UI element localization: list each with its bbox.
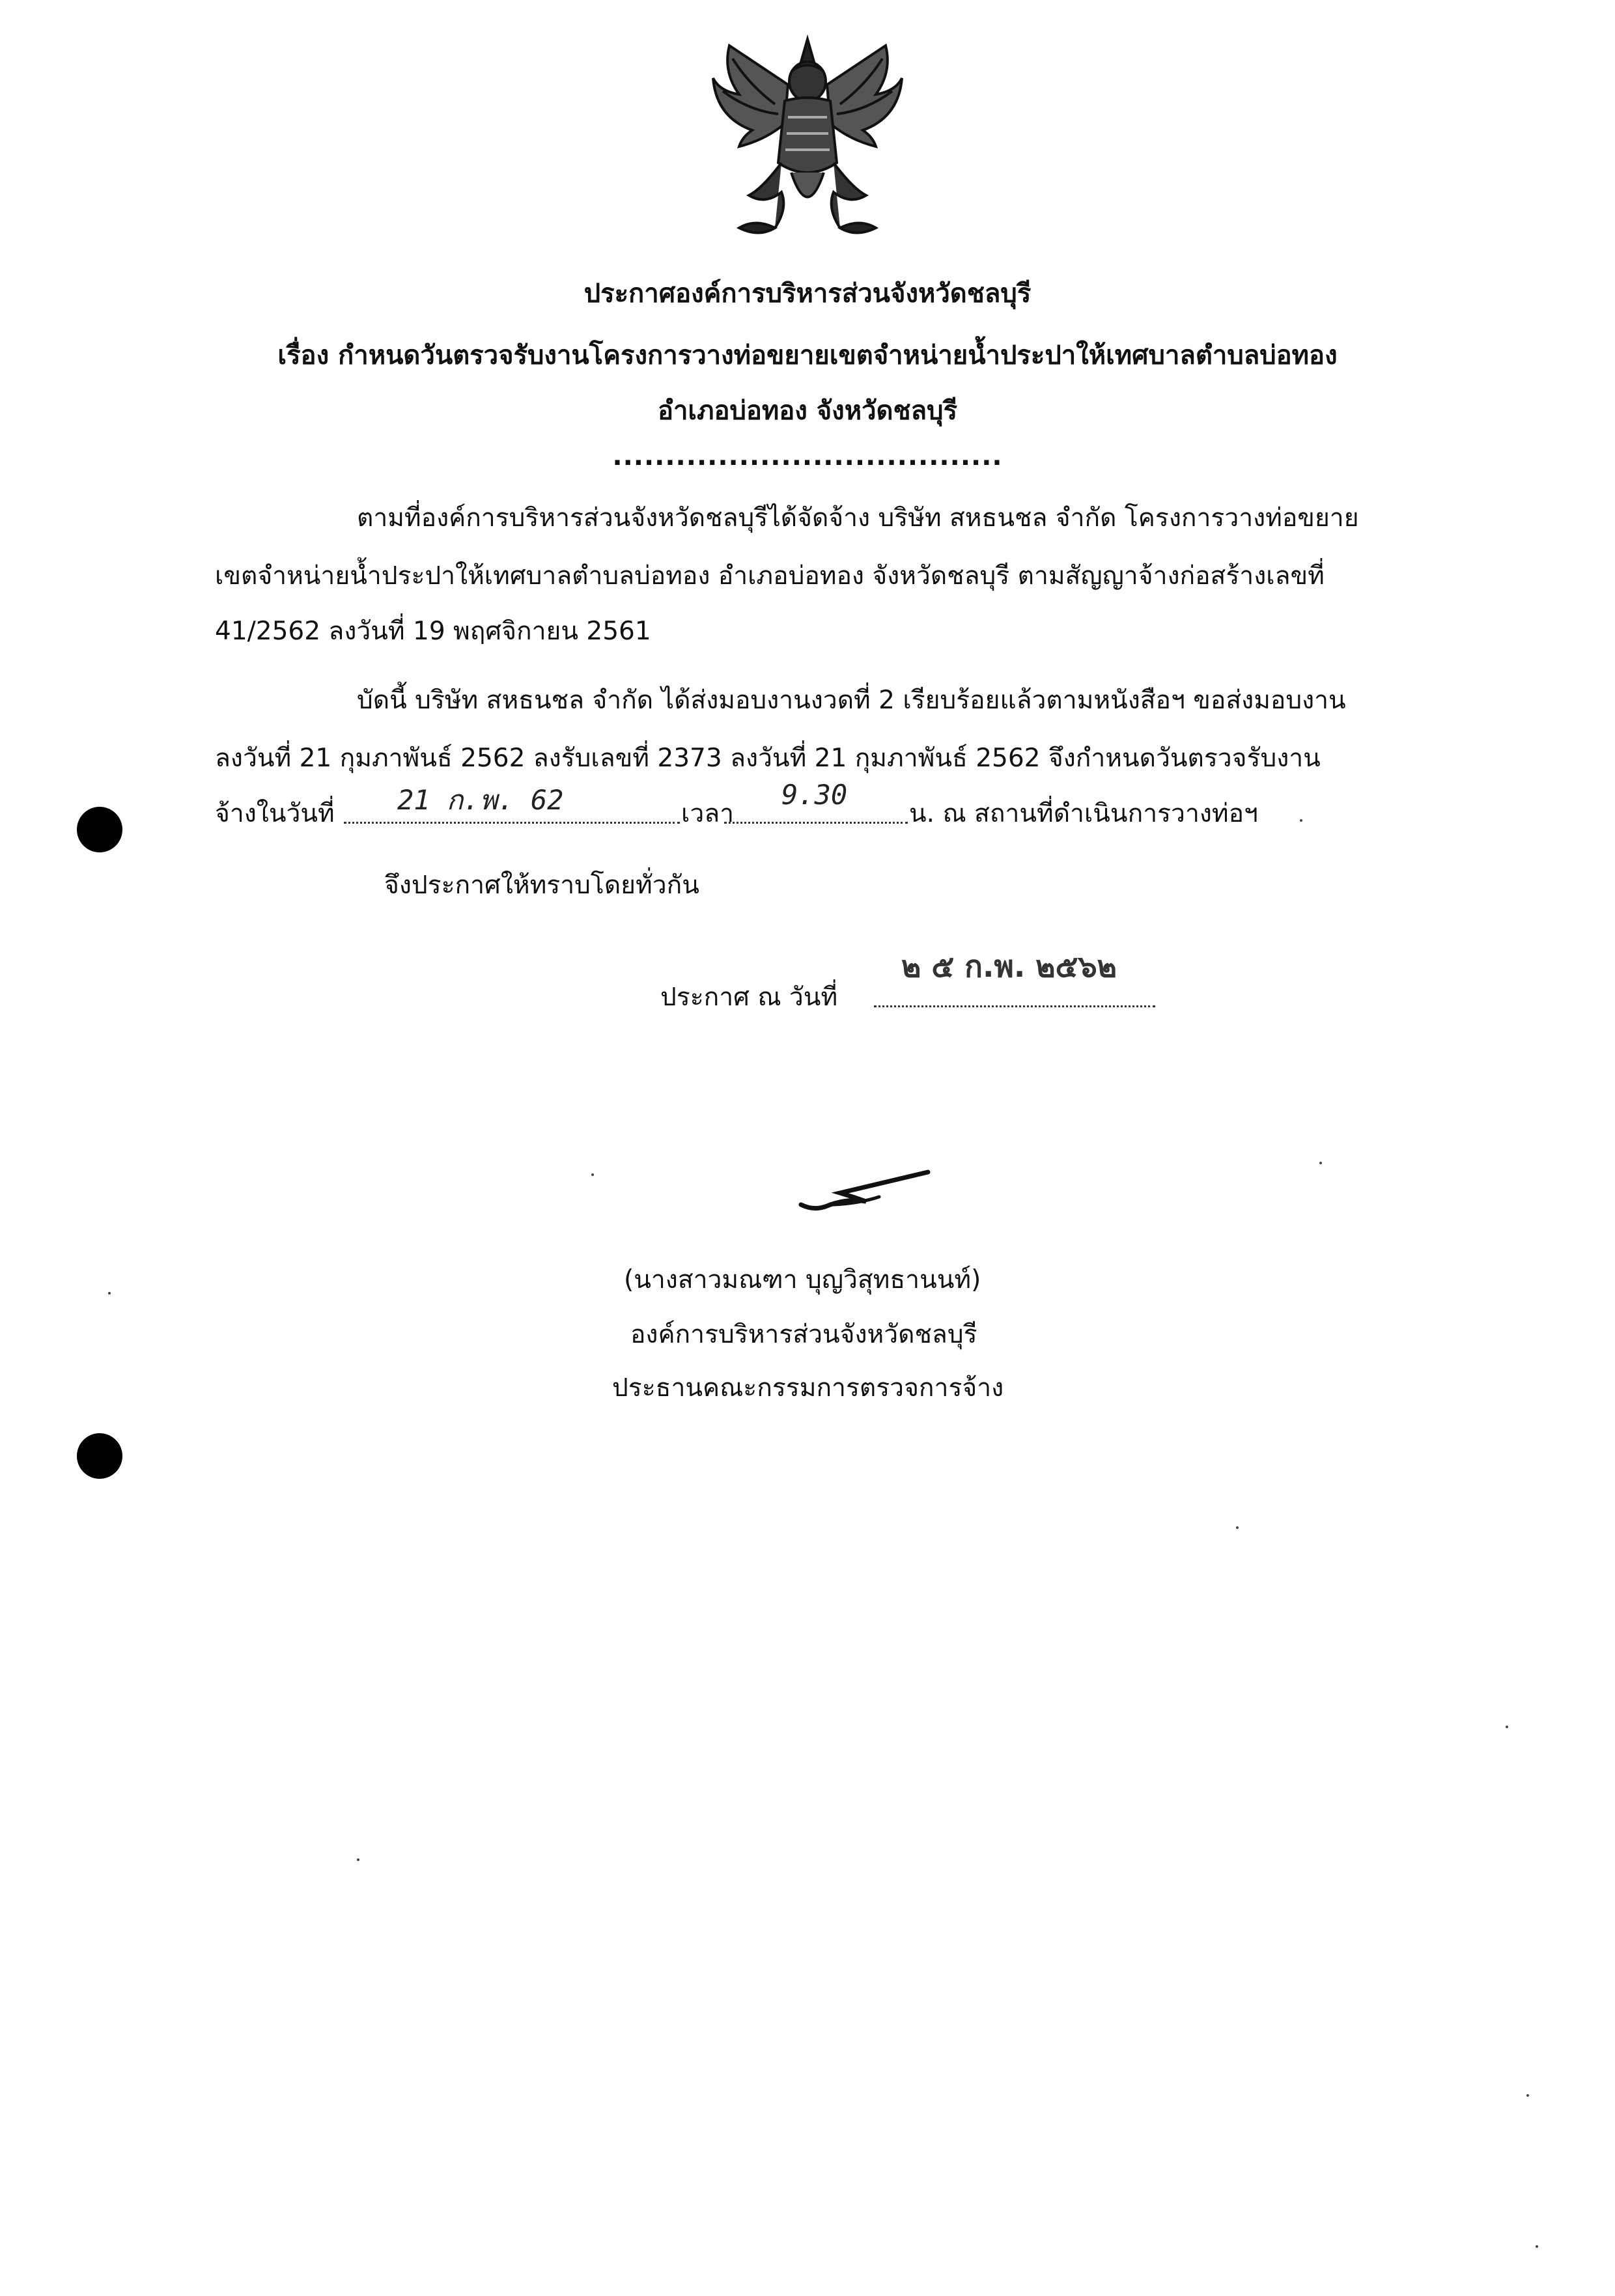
scan-speck <box>1236 1526 1239 1529</box>
paragraph-1-line-1: ตามที่องค์การบริหารส่วนจังหวัดชลบุรีได้จัดจ้าง บริษัท สหธนชล จำกัด โครงการวางท่อขยาย <box>357 503 1359 533</box>
announcement-subject: เรื่อง กำหนดวันตรวจรับงานโครงการวางท่อขยายเขตจำหน่ายน้ำประปาให้เทศบาลตำบลบ่อทอง <box>277 341 1338 371</box>
time-label: เวลา <box>681 799 735 828</box>
signatory-organization: องค์การบริหารส่วนจังหวัดชลบุรี <box>630 1320 977 1349</box>
scan-speck <box>108 1292 111 1295</box>
scan-speck <box>1300 819 1302 822</box>
scan-speck <box>1526 2094 1529 2097</box>
garuda-emblem-icon <box>703 33 912 247</box>
handwritten-inspection-time: 9.30 <box>781 779 848 811</box>
scan-speck <box>1536 2245 1538 2248</box>
scan-speck <box>357 1858 359 1861</box>
scan-speck <box>1506 1726 1508 1728</box>
time-fill-line <box>724 822 908 824</box>
closing-statement: จึงประกาศให้ทราบโดยทั่วกัน <box>384 871 699 900</box>
scan-speck <box>591 1173 594 1176</box>
paragraph-2-line-3-suffix: น. ณ สถานที่ดำเนินการวางท่อฯ <box>909 799 1258 828</box>
paragraph-1-line-2: เขตจำหน่ายน้ำประปาให้เทศบาลตำบลบ่อทอง อำเภอบ่อทอง จังหวัดชลบุรี ตามสัญญาจ้างก่อสร้างเลขที่ <box>215 561 1325 591</box>
header-separator: ..................................... <box>612 441 1003 471</box>
announcement-title: ประกาศองค์การบริหารส่วนจังหวัดชลบุรี <box>583 279 1032 309</box>
announcement-location: อำเภอบ่อทอง จังหวัดชลบุรี <box>657 396 958 426</box>
signatory-name: (นางสาวมณฑา บุญวิสุทธานนท์) <box>624 1265 981 1295</box>
paragraph-2-line-2: ลงวันที่ 21 กุมภาพันธ์ 2562 ลงรับเลขที่ 2373 ลงวันที่ 21 กุมภาพันธ์ 2562 จึงกำหนดวันตรวจรับงาน <box>215 744 1321 773</box>
signatory-position: ประธานคณะกรรมการตรวจการจ้าง <box>612 1373 1004 1403</box>
handwritten-signature <box>788 1166 938 1224</box>
paragraph-2-line-3-prefix: จ้างในวันที่ <box>215 799 335 828</box>
punch-hole <box>77 807 122 852</box>
announce-date-label: ประกาศ ณ วันที่ <box>660 983 838 1012</box>
handwritten-inspection-date: 21 ก.พ. 62 <box>397 784 564 816</box>
announce-date-fill-line <box>874 1005 1155 1007</box>
paragraph-1-line-3: 41/2562 ลงวันที่ 19 พฤศจิกายน 2561 <box>215 617 651 646</box>
scan-speck <box>1319 1162 1322 1164</box>
date-fill-line <box>344 822 680 824</box>
paragraph-2-line-1: บัดนี้ บริษัท สหธนชล จำกัด ได้ส่งมอบงานงวดที่ 2 เรียบร้อยแล้วตามหนังสือฯ ขอส่งมอบงาน <box>357 686 1346 715</box>
punch-hole <box>77 1433 122 1479</box>
stamped-announce-date: ๒ ๕ ก.พ. ๒๕๖๒ <box>901 949 1117 984</box>
